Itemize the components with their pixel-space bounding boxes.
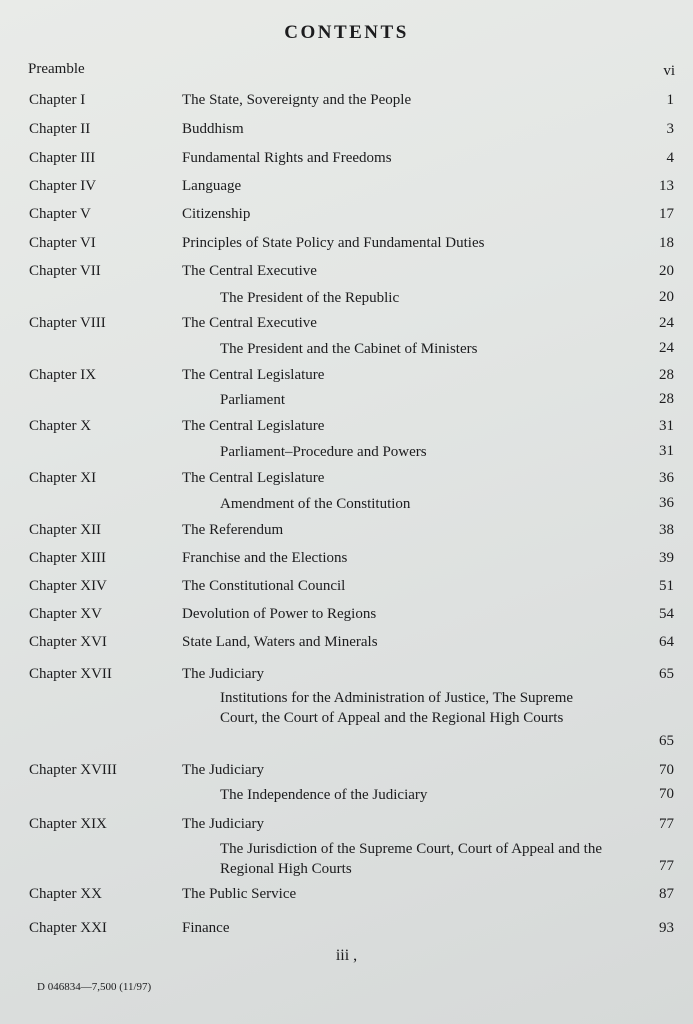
chapter-subtitle: Parliament–Procedure and Powers <box>220 444 427 460</box>
chapter-subtitle: Institutions for the Administration of Justice, The Supreme Court, the Court of Appeal and the Regional High Courts <box>220 690 574 726</box>
chapter-title: Language <box>182 178 242 194</box>
chapter-title: The Judiciary <box>182 762 265 778</box>
chapter-page-number: 31 <box>659 418 674 434</box>
chapter-number: Chapter I <box>29 92 86 108</box>
chapter-page-number: 51 <box>659 578 674 594</box>
chapter-title: State Land, Waters and Minerals <box>182 634 378 650</box>
chapter-page-number: 70 <box>659 762 674 778</box>
chapter-page-number: 13 <box>659 178 674 194</box>
chapter-page-number: 18 <box>659 235 674 251</box>
chapter-page-number: 64 <box>659 634 674 650</box>
subtitle-page-number: 24 <box>659 340 674 356</box>
folio-page-number: iii , <box>335 947 358 964</box>
chapter-number: Chapter VII <box>29 263 101 279</box>
chapter-subtitle: The President of the Republic <box>220 290 400 306</box>
preamble-label: Preamble <box>28 61 85 77</box>
chapter-number: Chapter II <box>29 121 91 137</box>
subtitle-page-number: 31 <box>659 443 674 459</box>
chapter-subtitle: Parliament <box>220 392 285 408</box>
chapter-title: Franchise and the Elections <box>182 550 348 566</box>
chapter-title: The Referendum <box>182 522 284 538</box>
chapter-subtitle: Amendment of the Constitution <box>220 496 411 512</box>
chapter-title: Finance <box>182 920 230 936</box>
page-title: CONTENTS <box>284 22 409 43</box>
chapter-title: The Central Legislature <box>182 418 325 434</box>
chapter-number: Chapter XV <box>29 606 102 622</box>
chapter-page-number: 36 <box>659 470 674 486</box>
chapter-title: Principles of State Policy and Fundamental Duties <box>182 235 485 251</box>
chapter-title: The State, Sovereignty and the People <box>182 92 412 108</box>
chapter-page-number: 39 <box>659 550 674 566</box>
chapter-title: Devolution of Power to Regions <box>182 606 377 622</box>
chapter-number: Chapter III <box>29 150 96 166</box>
chapter-number: Chapter XVI <box>29 634 107 650</box>
chapter-title: Buddhism <box>182 121 244 137</box>
chapter-page-number: 28 <box>659 367 674 383</box>
chapter-number: Chapter XIII <box>29 550 107 566</box>
chapter-number: Chapter XI <box>29 470 97 486</box>
chapter-page-number: 54 <box>659 606 674 622</box>
chapter-subtitle: The President and the Cabinet of Ministers <box>220 341 478 357</box>
chapter-number: Chapter XIV <box>29 578 107 594</box>
subtitle-page-number: 77 <box>659 858 674 874</box>
chapter-page-number: 3 <box>666 121 674 137</box>
chapter-number: Chapter IV <box>29 178 97 194</box>
chapter-number: Chapter V <box>29 206 91 222</box>
chapter-title: Fundamental Rights and Freedoms <box>182 150 392 166</box>
chapter-page-number: 24 <box>659 315 674 331</box>
chapter-title: Citizenship <box>182 206 251 222</box>
chapter-page-number: 77 <box>659 816 674 832</box>
chapter-number: Chapter XIX <box>29 816 107 832</box>
chapter-number: Chapter XVIII <box>29 762 117 778</box>
chapter-title: The Central Legislature <box>182 367 325 383</box>
subtitle-page-number: 20 <box>659 289 674 305</box>
chapter-subtitle: The Jurisdiction of the Supreme Court, Court of Appeal and the Regional High Courts <box>220 841 603 877</box>
chapter-number: Chapter XII <box>29 522 102 538</box>
subtitle-page-number: 28 <box>659 391 674 407</box>
chapter-number: Chapter XX <box>29 886 102 902</box>
chapter-title: The Central Executive <box>182 263 317 279</box>
chapter-title: The Constitutional Council <box>182 578 346 594</box>
chapter-title: The Public Service <box>182 886 297 902</box>
chapter-number: Chapter IX <box>29 367 97 383</box>
chapter-page-number: 1 <box>666 92 674 108</box>
subtitle-page-number: 70 <box>659 786 674 802</box>
chapter-subtitle: The Independence of the Judiciary <box>220 787 428 803</box>
chapter-title: The Central Executive <box>182 315 317 331</box>
print-code: D 046834—7,500 (11/97) <box>37 981 152 993</box>
chapter-page-number: 20 <box>659 263 674 279</box>
chapter-page-number: 4 <box>666 150 674 166</box>
preamble-page-number: vi <box>663 63 675 79</box>
chapter-page-number: 38 <box>659 522 674 538</box>
chapter-number: Chapter XVII <box>29 666 112 682</box>
subtitle-page-number: 65 <box>659 733 674 749</box>
chapter-number: Chapter XXI <box>29 920 107 936</box>
chapter-title: The Central Legislature <box>182 470 325 486</box>
chapter-page-number: 87 <box>659 886 674 902</box>
chapter-page-number: 93 <box>659 920 674 936</box>
chapter-number: Chapter VIII <box>29 315 106 331</box>
chapter-title: The Judiciary <box>182 816 265 832</box>
subtitle-page-number: 36 <box>659 495 674 511</box>
chapter-page-number: 65 <box>659 666 674 682</box>
chapter-page-number: 17 <box>659 206 674 222</box>
chapter-number: Chapter VI <box>29 235 96 251</box>
chapter-number: Chapter X <box>29 418 92 434</box>
chapter-title: The Judiciary <box>182 666 265 682</box>
